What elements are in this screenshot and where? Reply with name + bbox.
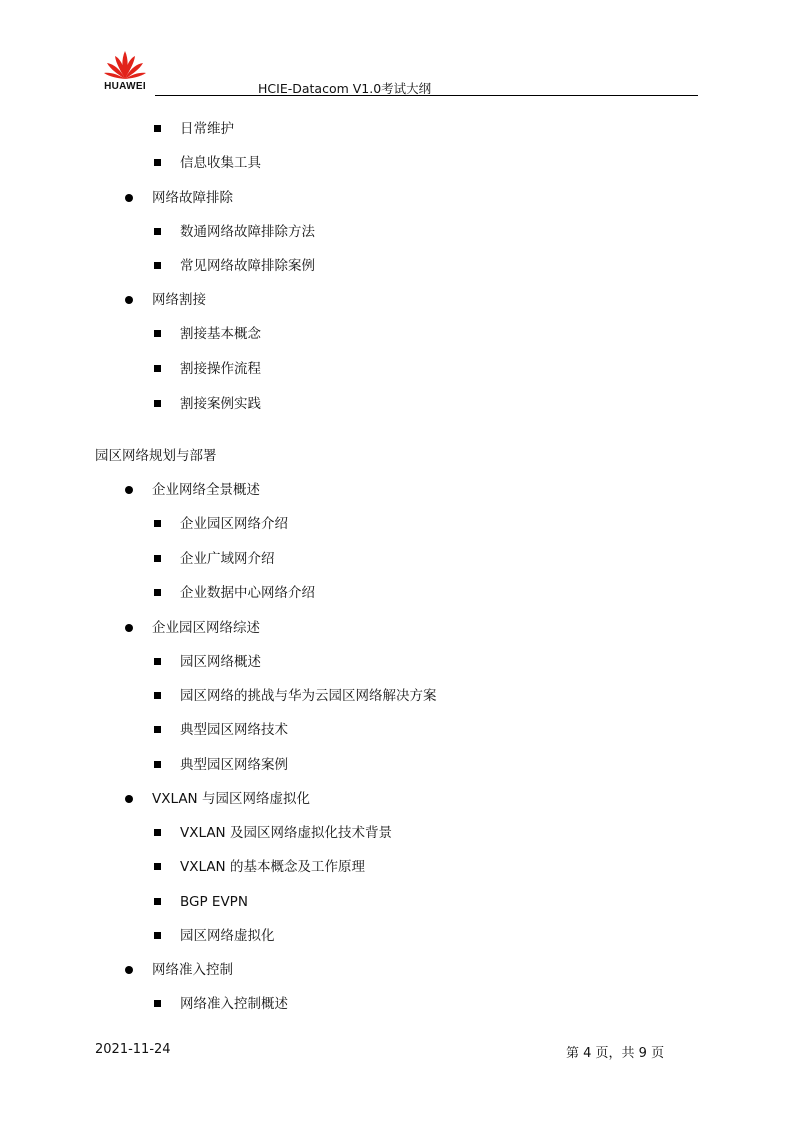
outline-text: 常见网络故障排除案例 (180, 258, 315, 274)
logo-text: HUAWEI (104, 81, 146, 92)
outline-subitem (154, 395, 261, 413)
outline-text: 网络故障排除 (152, 190, 233, 206)
square-bullet-icon (154, 932, 161, 939)
square-bullet-icon (154, 863, 161, 870)
page-header (95, 48, 698, 98)
document-title: HCIE-Datacom V1.0考试大纲 (258, 81, 432, 96)
square-bullet-icon (154, 726, 161, 733)
outline-item (125, 961, 233, 979)
outline-subitem (154, 120, 234, 138)
square-bullet-icon (154, 365, 161, 372)
outline-subitem (154, 858, 365, 876)
square-bullet-icon (154, 761, 161, 768)
outline-subitem (154, 721, 288, 739)
header-divider (155, 95, 698, 96)
outline-subitem (154, 995, 288, 1013)
outline-text: 网络准入控制概述 (180, 996, 288, 1012)
outline-item (125, 291, 206, 309)
outline-text: 企业网络全景概述 (152, 482, 260, 498)
square-bullet-icon (154, 159, 161, 166)
outline-subitem (154, 927, 275, 945)
outline-text: BGP EVPN (180, 894, 248, 910)
outline-subitem (154, 584, 315, 602)
outline-text: 割接案例实践 (180, 396, 261, 412)
square-bullet-icon (154, 228, 161, 235)
round-bullet-icon (125, 296, 133, 304)
outline-text: 园区网络的挑战与华为云园区网络解决方案 (180, 688, 437, 704)
outline-text: 割接操作流程 (180, 361, 261, 377)
outline-text: 园区网络规划与部署 (95, 448, 217, 464)
outline-subitem (154, 257, 315, 275)
outline-item (125, 189, 233, 207)
outline-subitem (154, 893, 248, 911)
square-bullet-icon (154, 829, 161, 836)
square-bullet-icon (154, 555, 161, 562)
huawei-petals-icon (103, 48, 147, 82)
outline-text: 园区网络虚拟化 (180, 928, 275, 944)
outline-subitem (154, 223, 315, 241)
square-bullet-icon (154, 262, 161, 269)
outline-text: 企业园区网络介绍 (180, 516, 288, 532)
outline-item (125, 790, 310, 808)
outline-subitem (154, 756, 288, 774)
outline-text: 网络割接 (152, 292, 206, 308)
outline-text: 网络准入控制 (152, 962, 233, 978)
round-bullet-icon (125, 966, 133, 974)
outline-text: 数通网络故障排除方法 (180, 224, 315, 240)
round-bullet-icon (125, 486, 133, 494)
square-bullet-icon (154, 400, 161, 407)
outline-text: 信息收集工具 (180, 155, 261, 171)
outline-subitem (154, 687, 437, 705)
outline-text: VXLAN 的基本概念及工作原理 (180, 859, 365, 875)
outline-text: 企业园区网络综述 (152, 620, 260, 636)
square-bullet-icon (154, 520, 161, 527)
outline-text: 园区网络概述 (180, 654, 261, 670)
outline-subitem (154, 653, 261, 671)
footer-date: 2021-11-24 (95, 1042, 171, 1057)
outline-item (125, 619, 260, 637)
outline-text: 典型园区网络案例 (180, 757, 288, 773)
outline-subitem (154, 515, 288, 533)
huawei-logo (95, 48, 155, 96)
outline-text: VXLAN 及园区网络虚拟化技术背景 (180, 825, 392, 841)
round-bullet-icon (125, 624, 133, 632)
outline-text: 企业广域网介绍 (180, 551, 275, 567)
section-heading (95, 447, 217, 465)
outline-item (125, 481, 260, 499)
outline-subitem (154, 550, 275, 568)
outline-subitem (154, 154, 261, 172)
square-bullet-icon (154, 330, 161, 337)
round-bullet-icon (125, 194, 133, 202)
outline-text: 企业数据中心网络介绍 (180, 585, 315, 601)
square-bullet-icon (154, 125, 161, 132)
square-bullet-icon (154, 658, 161, 665)
outline-subitem (154, 360, 261, 378)
outline-text: 割接基本概念 (180, 326, 261, 342)
outline-text: 典型园区网络技术 (180, 722, 288, 738)
square-bullet-icon (154, 898, 161, 905)
outline-subitem (154, 824, 392, 842)
square-bullet-icon (154, 589, 161, 596)
square-bullet-icon (154, 692, 161, 699)
square-bullet-icon (154, 1000, 161, 1007)
footer-page-number: 第 4 页，共 9 页 (566, 1046, 665, 1061)
outline-text: VXLAN 与园区网络虚拟化 (152, 791, 310, 807)
outline-subitem (154, 325, 261, 343)
outline-text: 日常维护 (180, 121, 234, 137)
round-bullet-icon (125, 795, 133, 803)
